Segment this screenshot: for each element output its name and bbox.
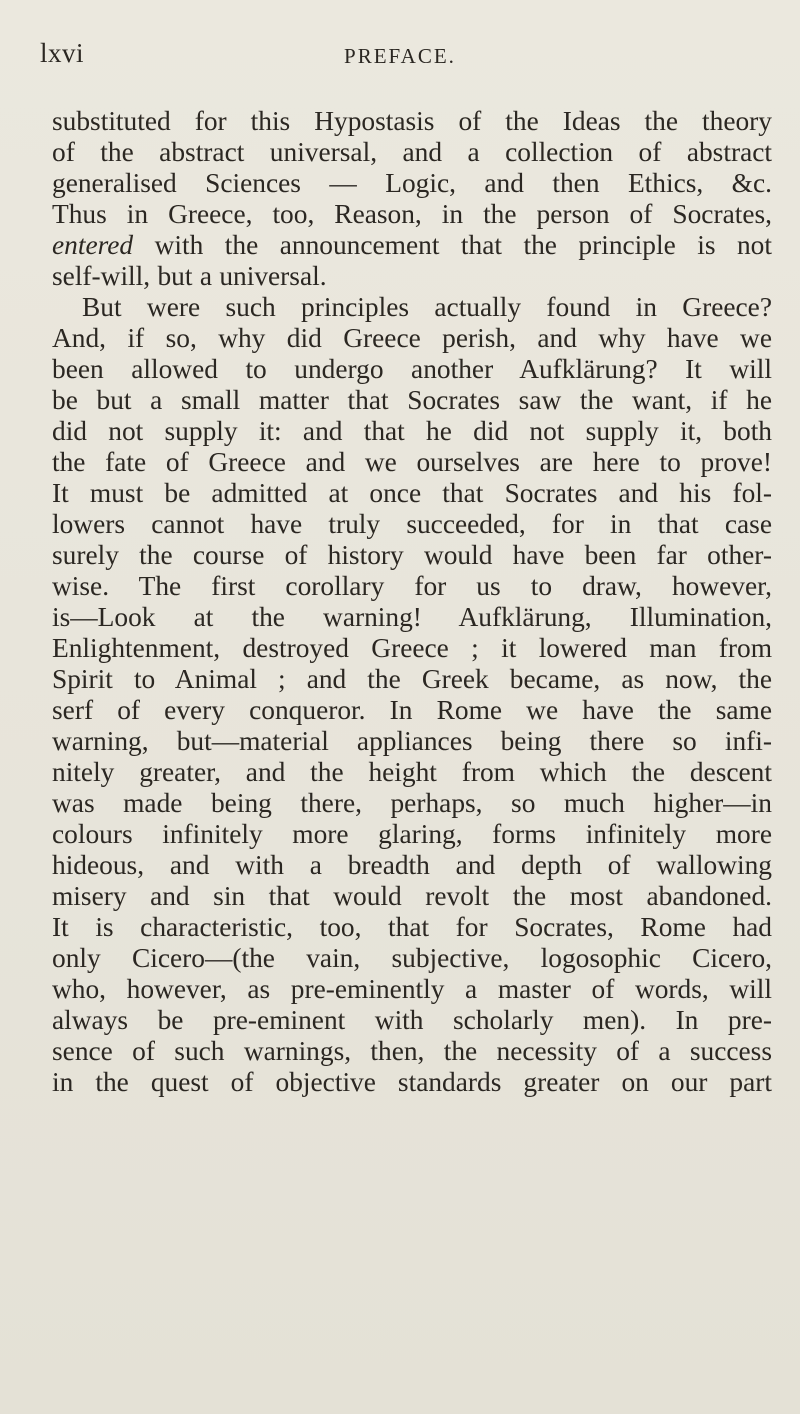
text-segment: with the announcement that the principle is not xyxy=(133,230,772,260)
text-line: wise. The first corollary for us to draw, however, xyxy=(52,571,772,601)
text-line: serf of every conqueror. In Rome we have the same xyxy=(52,695,772,725)
text-line: And, if so, why did Greece perish, and why have we xyxy=(52,323,772,353)
text-line: of the abstract universal, and a collection of abstract xyxy=(52,137,772,167)
text-line: lowers cannot have truly succeeded, for in that case xyxy=(52,509,772,539)
text-line: surely the course of history would have been far other- xyxy=(52,540,772,570)
text-line: self-will, but a universal. xyxy=(52,261,327,291)
text-line: is—Look at the warning! Aufklärung, Illumination, xyxy=(52,602,772,632)
text-line: always be pre-eminent with scholarly men). In pre- xyxy=(52,1005,772,1035)
text-line xyxy=(52,230,772,261)
text-line: Thus in Greece, too, Reason, in the person of Socrates, xyxy=(52,199,772,229)
emphasis: entered xyxy=(52,230,134,260)
text-line: only Cicero—(the vain, subjective, logosophic Cicero, xyxy=(52,943,772,973)
text-line: colours infinitely more glaring, forms infinitely more xyxy=(52,819,772,849)
text-line: It must be admitted at once that Socrates and his fol- xyxy=(52,478,772,508)
page-number: lxvi xyxy=(40,38,85,68)
text-line: the fate of Greece and we ourselves are here to prove! xyxy=(52,447,772,477)
text-line: It is characteristic, too, that for Socrates, Rome had xyxy=(52,912,772,942)
text-line: hideous, and with a breadth and depth of wallowing xyxy=(52,850,772,880)
text-line: Spirit to Animal ; and the Greek became, as now, the xyxy=(52,664,772,694)
text-line: misery and sin that would revolt the most abandoned. xyxy=(52,881,772,911)
body-text xyxy=(52,106,772,1098)
text-line: generalised Sciences — Logic, and then Ethics, &c. xyxy=(52,168,772,198)
text-line: been allowed to undergo another Aufklärung? It will xyxy=(52,354,772,384)
text-line: But were such principles actually found in Greece? xyxy=(82,292,772,322)
text-line: be but a small matter that Socrates saw the want, if he xyxy=(52,385,772,415)
text-line: Enlightenment, destroyed Greece ; it lowered man from xyxy=(52,633,772,663)
running-head: PREFACE. xyxy=(344,44,456,68)
text-line: warning, but—material appliances being there so infi- xyxy=(52,726,772,756)
text-line: nitely greater, and the height from which the descent xyxy=(52,757,772,787)
text-line: sence of such warnings, then, the necessity of a success xyxy=(52,1036,772,1066)
text-line: substituted for this Hypostasis of the Ideas the theory xyxy=(52,106,772,136)
text-line: was made being there, perhaps, so much higher—in xyxy=(52,788,772,818)
page-header xyxy=(40,38,760,80)
text-line: in the quest of objective standards greater on our part xyxy=(52,1067,772,1097)
text-line: who, however, as pre-eminently a master of words, will xyxy=(52,974,772,1004)
text-line: did not supply it: and that he did not supply it, both xyxy=(52,416,772,446)
